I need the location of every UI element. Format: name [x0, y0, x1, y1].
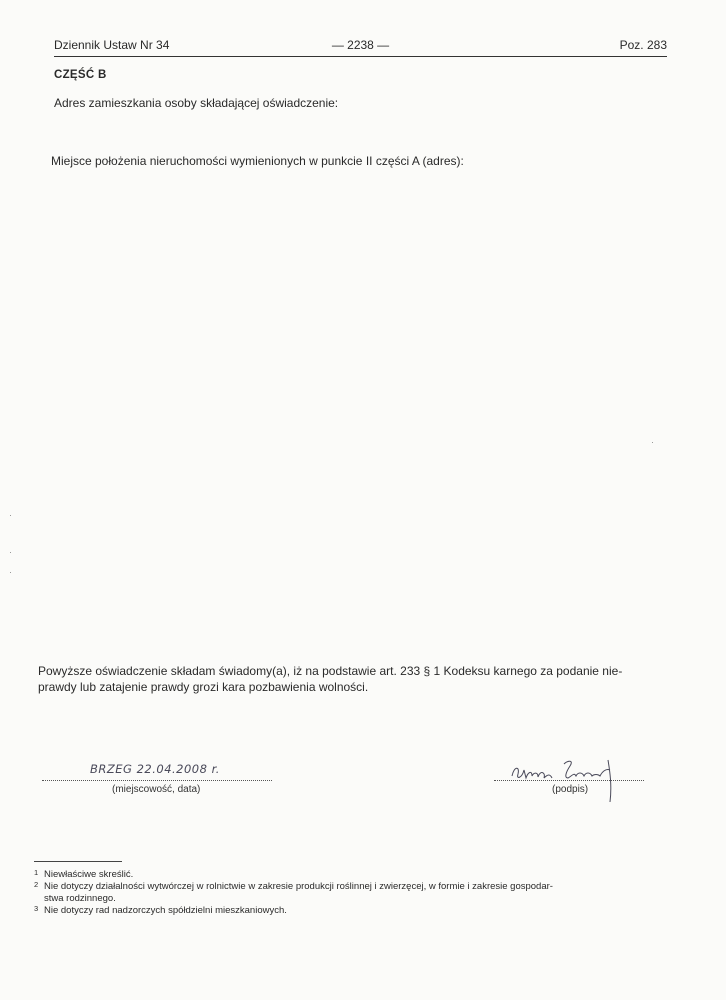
footnote-marker: 2	[34, 880, 39, 889]
property-location-label: Miejsce położenia nieruchomości wymienionych w punkcie II części A (adres):	[51, 154, 464, 168]
footnote-text-continued: stwa rodzinnego.	[44, 893, 116, 904]
scan-speck	[10, 572, 11, 573]
page-header	[54, 38, 667, 56]
statement-line-2: prawdy lub zatajenie prawdy grozi kara pozbawienia wolności.	[38, 680, 369, 694]
handwritten-place-date: BRZEG 22.04.2008 r.	[90, 762, 220, 776]
journal-title: Dziennik Ustaw Nr 34	[54, 38, 170, 52]
position-number: Poz. 283	[619, 38, 667, 52]
statement-line-1: Powyższe oświadczenie składam świadomy(a), iż na podstawie art. 233 § 1 Kodeksu karnego za podanie nie-	[38, 664, 623, 678]
page-number: — 2238 —	[331, 38, 390, 52]
footnote-text: Nie dotyczy działalności wytwórczej w rolnictwie w zakresie produkcji roślinnej i zwierzęcej, w formie i zakresie gospodar-	[44, 881, 553, 892]
signature-dotted-line	[494, 780, 644, 781]
place-date-caption: (miejscowość, data)	[112, 784, 201, 795]
statement-paragraph	[38, 663, 662, 695]
footnotes	[34, 869, 664, 917]
scan-speck	[10, 515, 11, 516]
footnote-1	[34, 869, 664, 881]
handwritten-signature	[506, 752, 626, 804]
scan-speck	[652, 442, 653, 443]
footnote-2	[34, 881, 664, 905]
footnote-3	[34, 905, 664, 917]
footnote-marker: 1	[34, 868, 39, 877]
footnote-marker: 3	[34, 904, 39, 913]
footnote-text: Niewłaściwe skreślić.	[44, 869, 134, 880]
address-label: Adres zamieszkania osoby składającej oświadczenie:	[54, 96, 339, 110]
section-title: CZĘŚĆ B	[54, 69, 107, 81]
header-rule	[54, 56, 667, 57]
footnote-rule	[34, 861, 122, 862]
footnote-text: Nie dotyczy rad nadzorczych spółdzielni mieszkaniowych.	[44, 905, 287, 916]
signature-caption: (podpis)	[552, 784, 589, 795]
scan-speck	[10, 552, 11, 553]
place-date-dotted-line	[42, 780, 272, 781]
